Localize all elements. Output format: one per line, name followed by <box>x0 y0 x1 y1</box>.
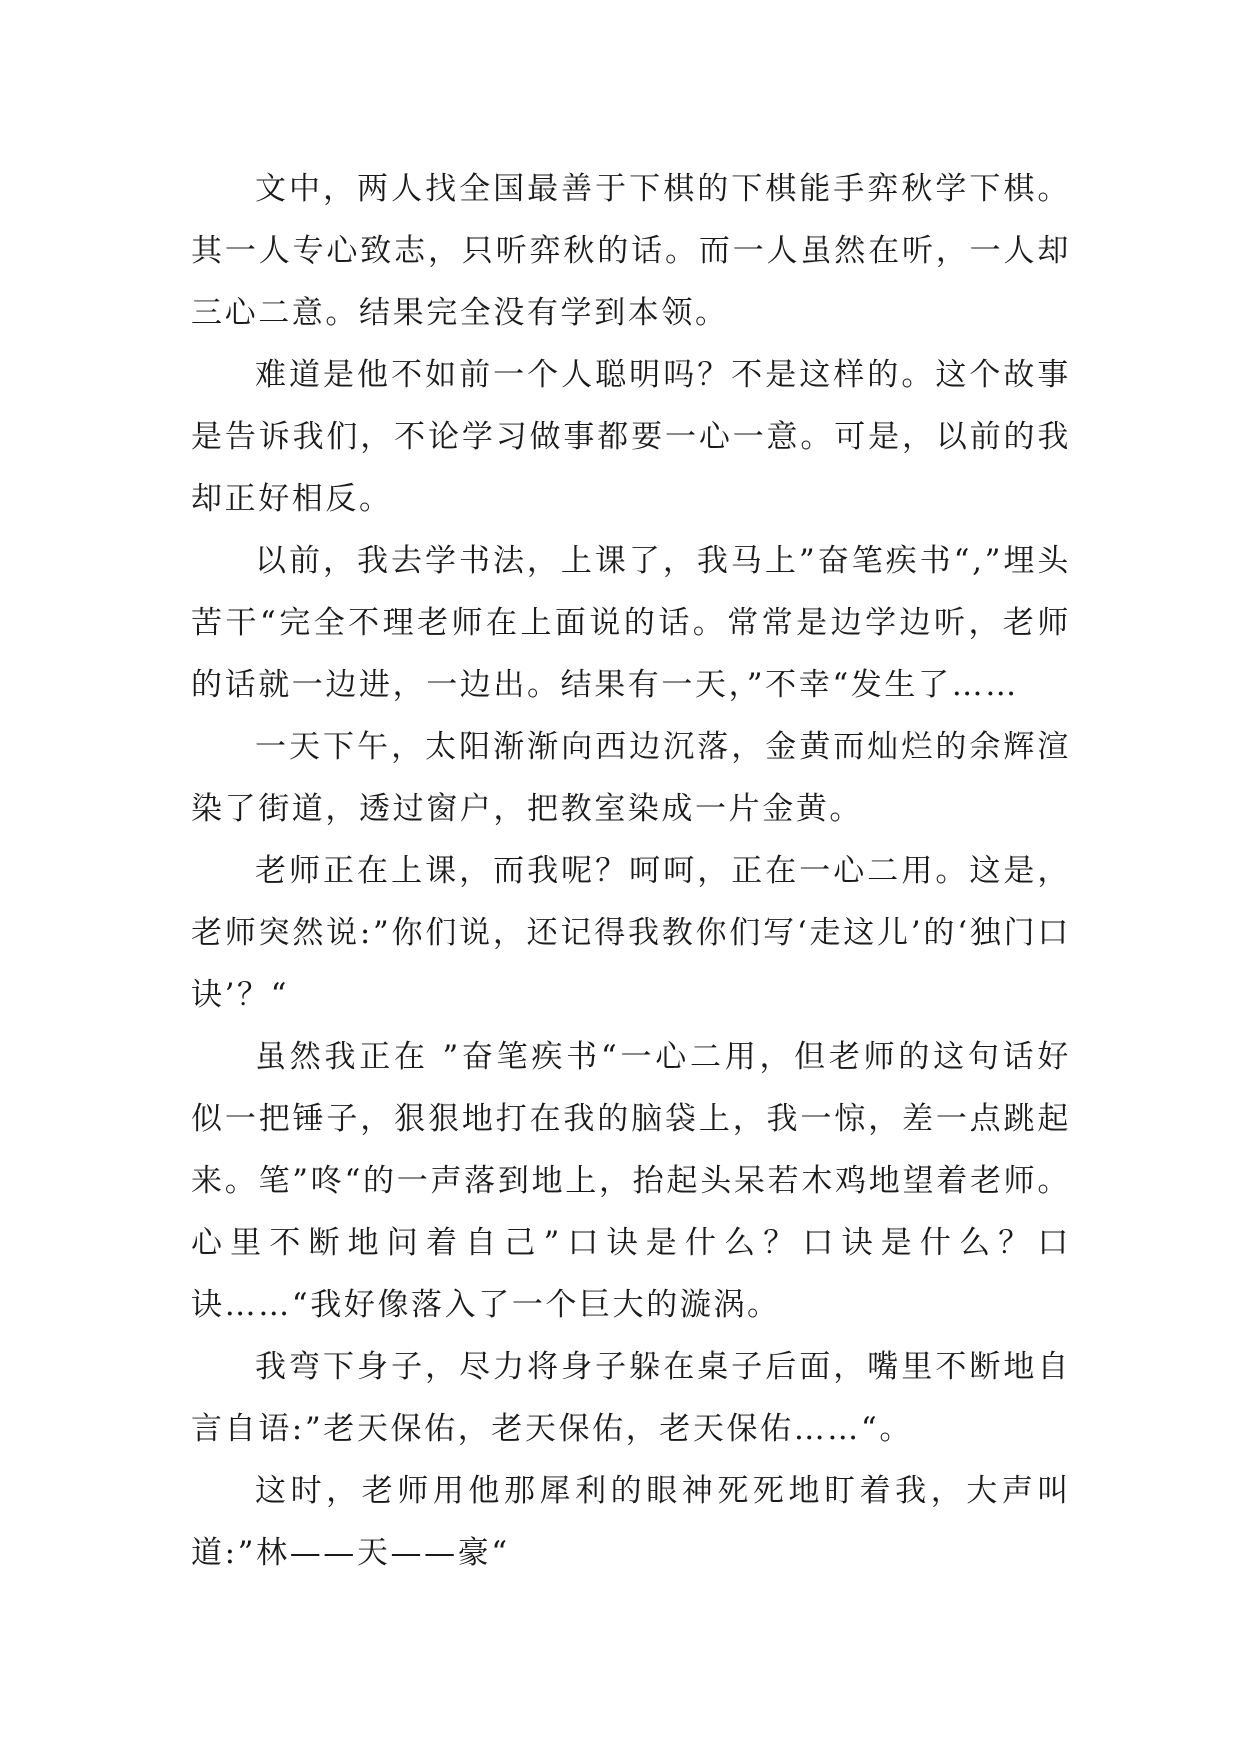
paragraph: 虽然我正在 ”奋笔疾书“一心二用，但老师的这句话好似一把锤子，狠狠地打在我的脑袋上，我一惊，差一点跳起来。笔”咚“的一声落到地上，抬起头呆若木鸡地望着老师。心里不断地问着自己”口诀是什么？口诀是什么？口诀……“我好像落入了一个巨大的漩涡。 <box>191 1039 1071 1323</box>
paragraph: 以前，我去学书法，上课了，我马上”奋笔疾书“,”埋头苦干“完全不理老师在上面说的话。常常是边学边听，老师的话就一边进，一边出。结果有一天，”不幸“发生了…… <box>191 543 1071 703</box>
document-body <box>191 158 1071 1584</box>
paragraph: 文中，两人找全国最善于下棋的下棋能手弈秋学下棋。其一人专心致志，只听弈秋的话。而一人虽然在听，一人却三心二意。结果完全没有学到本领。 <box>191 171 1071 331</box>
paragraph: 难道是他不如前一个人聪明吗？不是这样的。这个故事是告诉我们，不论学习做事都要一心一意。可是，以前的我却正好相反。 <box>191 357 1071 517</box>
paragraph: 我弯下身子，尽力将身子躲在桌子后面，嘴里不断地自言自语:”老天保佑，老天保佑，老天保佑……“。 <box>191 1349 1071 1447</box>
paragraph: 这时，老师用他那犀利的眼神死死地盯着我，大声叫道:”林——天——豪“ <box>191 1473 1071 1571</box>
paragraph: 一天下午，太阳渐渐向西边沉落，金黄而灿烂的余辉渲染了街道，透过窗户，把教室染成一片金黄。 <box>191 729 1071 827</box>
paragraph: 老师正在上课，而我呢？呵呵，正在一心二用。这是，老师突然说:”你们说，还记得我教你们写‘走这儿’的‘独门口诀’？“ <box>191 853 1071 1013</box>
